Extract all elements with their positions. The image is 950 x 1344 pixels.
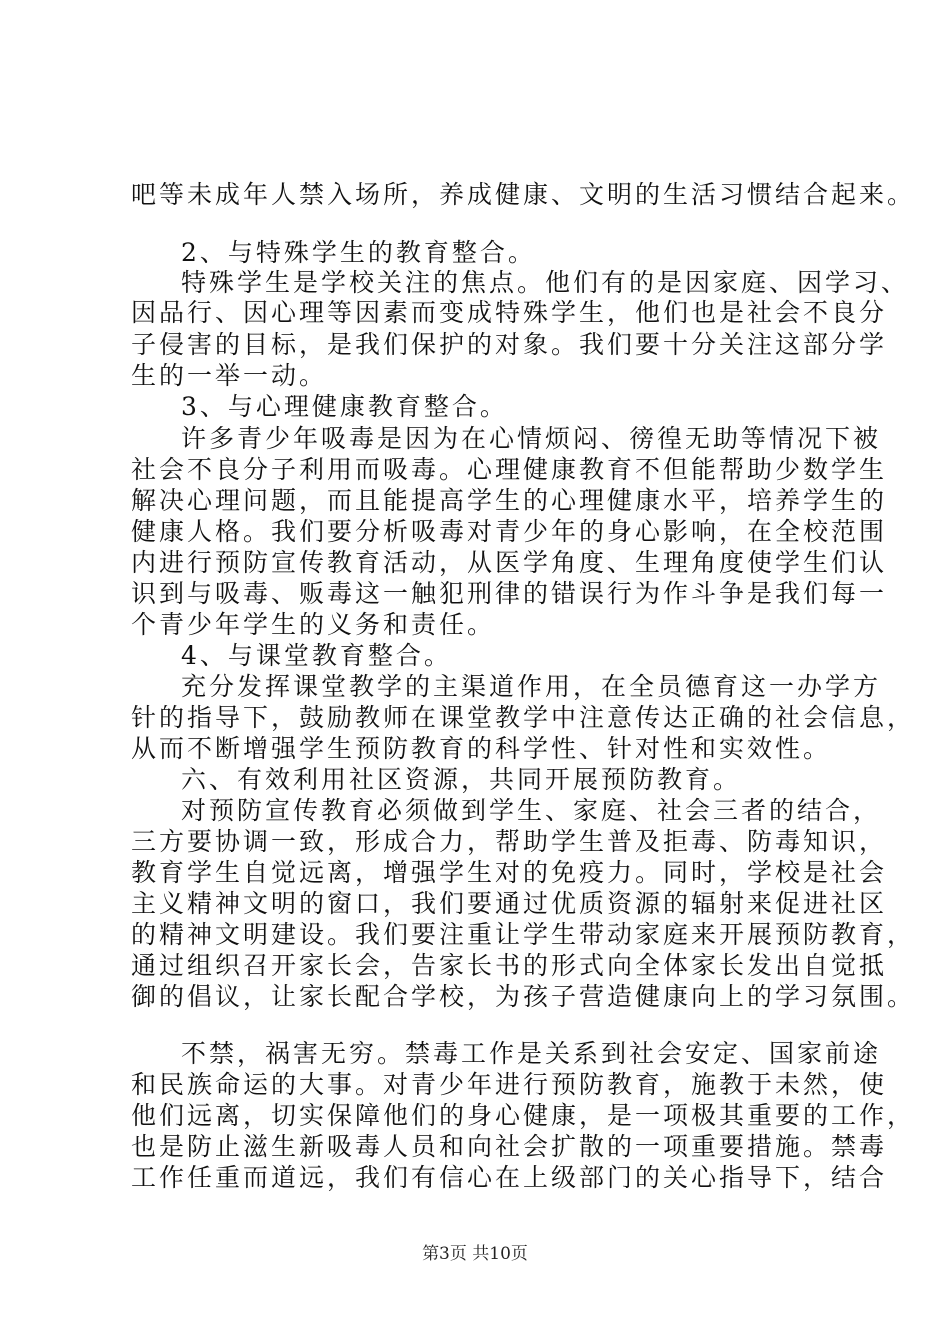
paragraph-line: 识到与吸毒、贩毒这一触犯刑律的错误行为作斗争是我们每一 [131,579,888,608]
section-heading: 2、与特殊学生的教育整合。 [181,238,536,267]
paragraph-line: 特殊学生是学校关注的焦点。他们有的是因家庭、因学习、 [181,268,910,297]
section-heading: 六、有效利用社区资源，共同开展预防教育。 [181,765,742,794]
paragraph-line: 许多青少年吸毒是因为在心情烦闷、徬徨无助等情况下被 [181,424,882,453]
page-number-footer: 第3页 共10页 [422,1244,528,1264]
paragraph-line: 和民族命运的大事。对青少年进行预防教育，施教于未然，使 [131,1070,888,1099]
paragraph-line: 生的一举一动。 [131,361,328,390]
paragraph-line: 充分发挥课堂教学的主渠道作用，在全员德育这一办学方 [181,672,882,701]
paragraph-line: 御的倡议，让家长配合学校，为孩子营造健康向上的学习氛围。 [131,982,916,1011]
paragraph-line: 因品行、因心理等因素而变成特殊学生，他们也是社会不良分 [131,298,888,327]
paragraph-line: 解决心理问题，而且能提高学生的心理健康水平，培养学生的 [131,486,888,515]
paragraph-line: 的精神文明建设。我们要注重让学生带动家庭来开展预防教育， [131,920,916,949]
paragraph-line: 教育学生自觉远离，增强学生对的免疫力。同时，学校是社会 [131,858,888,887]
paragraph-line: 针的指导下，鼓励教师在课堂教学中注意传达正确的社会信息， [131,703,916,732]
paragraph-line: 三方要协调一致，形成合力，帮助学生普及拒毒、防毒知识， [131,827,888,856]
paragraph-line: 子侵害的目标，是我们保护的对象。我们要十分关注这部分学 [131,330,888,359]
paragraph-line: 内进行预防宣传教育活动，从医学角度、生理角度使学生们认 [131,548,888,577]
paragraph-line: 对预防宣传教育必须做到学生、家庭、社会三者的结合， [181,796,882,825]
section-heading: 3、与心理健康教育整合。 [181,392,508,421]
paragraph-line: 主义精神文明的窗口，我们要通过优质资源的辐射来促进社区 [131,889,888,918]
paragraph-line: 通过组织召开家长会，告家长书的形式向全体家长发出自觉抵 [131,951,888,980]
section-heading: 4、与课堂教育整合。 [181,641,452,670]
paragraph-line: 吧等未成年人禁入场所，养成健康、文明的生活习惯结合起来。 [131,180,916,209]
paragraph-line: 个青少年学生的义务和责任。 [131,610,496,639]
paragraph-line: 也是防止滋生新吸毒人员和向社会扩散的一项重要措施。禁毒 [131,1132,888,1161]
paragraph-line: 不禁，祸害无穷。禁毒工作是关系到社会安定、国家前途 [181,1039,882,1068]
paragraph-line: 健康人格。我们要分析吸毒对青少年的身心影响，在全校范围 [131,517,888,546]
paragraph-line: 他们远离，切实保障他们的身心健康，是一项极其重要的工作， [131,1101,916,1130]
paragraph-line: 社会不良分子利用而吸毒。心理健康教育不但能帮助少数学生 [131,455,888,484]
paragraph-line: 从而不断增强学生预防教育的科学性、针对性和实效性。 [131,734,832,763]
paragraph-line: 工作任重而道远，我们有信心在上级部门的关心指导下，结合 [131,1163,888,1192]
